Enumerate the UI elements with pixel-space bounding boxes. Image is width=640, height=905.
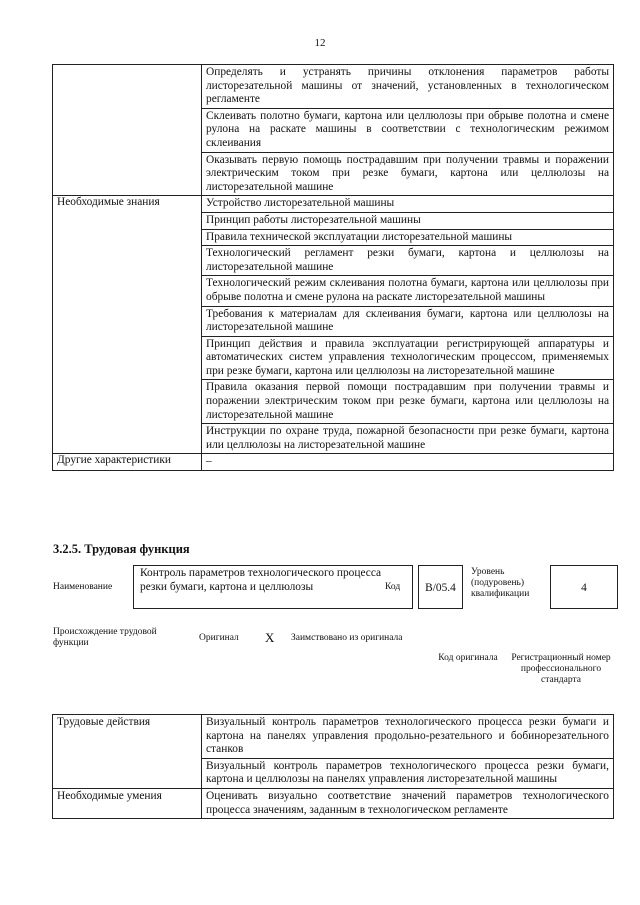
original-mark: X: [265, 630, 275, 645]
knowledge-cell: Инструкции по охране труда, пожарной безопасности при резке бумаги, картона или целлюлозы на листорезательной машине: [202, 424, 614, 454]
table-row: [53, 788, 614, 818]
empty-label-cell: [53, 65, 202, 196]
section-title: 3.2.5. Трудовая функция: [53, 542, 190, 556]
level-label: Уровень (подуровень) квалификации: [471, 567, 530, 599]
page-number: 12: [314, 37, 326, 49]
knowledge-cell: Технологический режим склеивания полотна бумаги, картона или целлюлозы при обрыве полотна и смене рулона на раскате листорезательной машины: [202, 276, 614, 306]
knowledge-cell: Правила оказания первой помощи пострадавшим при получении травмы и поражении электрическим током при резке бумаги, картона или целлюлозы на листорезательной машине: [202, 380, 614, 424]
table-row: [53, 196, 614, 213]
skill-cell: Склеивать полотно бумаги, картона или целлюлозы при обрыве полотна и смене рулона на раскате машины в соответствии с технологическим режимом склеивания: [202, 108, 614, 152]
other-characteristics-label: Другие характеристики: [53, 454, 202, 471]
knowledge-cell: Правила технической эксплуатации листорезательной машины: [202, 229, 614, 246]
function-header-row: [53, 565, 618, 611]
action-cell: Визуальный контроль параметров технологического процесса резки бумаги и картона на панелях управления продольно-резательного и бобинорезательного станков: [202, 715, 614, 759]
name-label: Наименование: [53, 582, 113, 592]
knowledge-label: Необходимые знания: [53, 196, 202, 454]
table-row: [53, 65, 614, 109]
action-cell: Визуальный контроль параметров технологического процесса резки бумаги, картона и целлюлозы на панелях управления листорезательной машины: [202, 758, 614, 788]
requirements-table: [52, 64, 614, 471]
origin-label: Происхождение трудовой функции: [53, 627, 157, 648]
borrowed-label: Заимствовано из оригинала: [291, 633, 403, 643]
knowledge-cell: Принцип действия и правила эксплуатации регистрирующей аппаратуры и автоматических систем управления технологическим процессом, применяемых при резке бумаги, картона или целлюлозы на листорезательной машине: [202, 336, 614, 380]
code-original-label: Код оригинала: [438, 653, 498, 663]
knowledge-cell: Технологический регламент резки бумаги, картона и целлюлозы на листорезательной машине: [202, 246, 614, 276]
origin-row: [53, 627, 618, 697]
work-actions-table: [52, 714, 614, 819]
skill-cell: Оказывать первую помощь пострадавшим при получении травмы и поражении электрическим током при резке бумаги, картона или целлюлозы на листорезательной машине: [202, 152, 614, 196]
knowledge-cell: Требования к материалам для склеивания бумаги, картона или целлюлозы на листорезательной машине: [202, 306, 614, 336]
registration-number-label: Регистрационный номер профессионального стандарта: [511, 653, 611, 685]
skill-cell: Оценивать визуально соответствие значений параметров технологического процесса значениям, заданным в технологическом регламенте: [202, 788, 614, 818]
table-row: [53, 454, 614, 471]
actions-label: Трудовые действия: [53, 715, 202, 789]
code-label: Код: [385, 582, 401, 592]
skill-cell: Определять и устранять причины отклонения параметров работы листорезательной машины от значений, установленных в технологическом регламенте: [202, 65, 614, 109]
knowledge-cell: Принцип работы листорезательной машины: [202, 212, 614, 229]
skills-label: Необходимые умения: [53, 788, 202, 818]
level-value-box: 4: [550, 565, 618, 609]
knowledge-cell: Устройство листорезательной машины: [202, 196, 614, 213]
function-name-box: Контроль параметров технологического процесса резки бумаги, картона и целлюлозы: [133, 565, 413, 609]
table-row: [53, 715, 614, 759]
original-label: Оригинал: [199, 633, 239, 643]
other-characteristics-value: –: [202, 454, 614, 471]
function-code-box: B/05.4: [418, 565, 463, 609]
